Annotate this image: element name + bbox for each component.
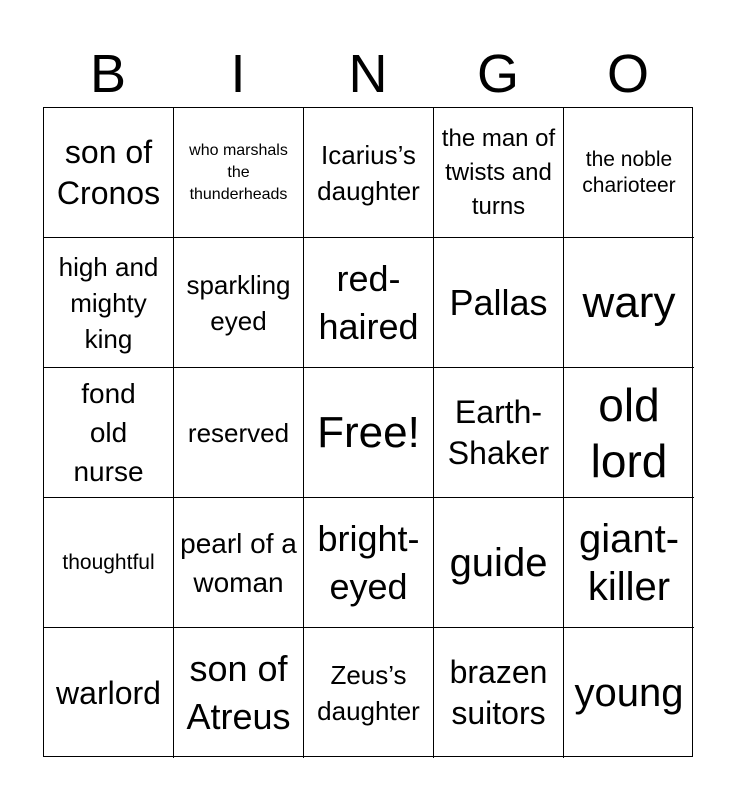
cell-text: thoughtful [62, 550, 155, 574]
bingo-cell[interactable] [174, 238, 304, 368]
cell-text: Free! [317, 407, 420, 457]
cell-text: son of Cronos [56, 133, 161, 211]
bingo-cell[interactable] [44, 498, 174, 628]
bingo-cell[interactable] [174, 368, 304, 498]
cell-text: the noble charioteer [582, 147, 676, 197]
cell-text: guide [449, 540, 548, 585]
header-letter-i: I [230, 44, 246, 104]
bingo-cell[interactable] [174, 498, 304, 628]
bingo-cell[interactable] [174, 628, 304, 758]
cell-text: brazen suitors [449, 654, 548, 731]
cell-text: red-haired [318, 257, 419, 347]
cell-text: son of Atreus [186, 648, 291, 737]
cell-text: Zeus’s daughter [317, 660, 420, 726]
cell-text: young [574, 671, 684, 715]
cell-text: Icarius’s daughter [317, 139, 420, 206]
cell-text: the man of twists and turns [441, 124, 556, 220]
header-letter-g: G [476, 44, 519, 104]
bingo-cell[interactable] [434, 498, 564, 628]
bingo-cell[interactable] [304, 498, 434, 628]
bingo-cell[interactable] [44, 368, 174, 498]
bingo-cell[interactable] [434, 108, 564, 238]
cell-text: pearl of a woman [180, 527, 297, 598]
cell-text: bright-eyed [317, 517, 420, 607]
bingo-cell[interactable] [44, 238, 174, 368]
header-letter-o: O [606, 44, 649, 104]
bingo-cell[interactable] [564, 368, 694, 498]
cell-text: sparkling eyed [186, 269, 291, 336]
bingo-cell[interactable] [44, 628, 174, 758]
bingo-cell[interactable] [304, 108, 434, 238]
bingo-cell[interactable] [44, 108, 174, 238]
cell-text: Earth-Shaker [447, 393, 550, 471]
cell-text: reserved [187, 417, 290, 448]
bingo-cell[interactable] [564, 498, 694, 628]
bingo-card [43, 107, 693, 757]
cell-text: wary [582, 277, 676, 327]
cell-text: high and mighty king [58, 251, 159, 354]
cell-text: old lord [590, 378, 668, 487]
bingo-cell[interactable] [304, 238, 434, 368]
cell-text: Pallas [449, 281, 548, 323]
cell-text: warlord [56, 674, 161, 711]
bingo-cell[interactable] [434, 368, 564, 498]
bingo-cell[interactable] [304, 628, 434, 758]
bingo-cell[interactable] [564, 238, 694, 368]
cell-text: who marshals the thunderheads [189, 141, 288, 203]
bingo-cell[interactable] [564, 628, 694, 758]
cell-text: fond old nurse [73, 378, 144, 487]
bingo-header [43, 40, 693, 108]
bingo-cell-free[interactable] [304, 368, 434, 498]
bingo-cell[interactable] [434, 628, 564, 758]
cell-text: giant-killer [578, 516, 680, 609]
bingo-cell[interactable] [564, 108, 694, 238]
bingo-cell[interactable] [174, 108, 304, 238]
header-letter-b: B [89, 44, 127, 104]
bingo-cell[interactable] [434, 238, 564, 368]
header-letter-n: N [348, 44, 388, 104]
